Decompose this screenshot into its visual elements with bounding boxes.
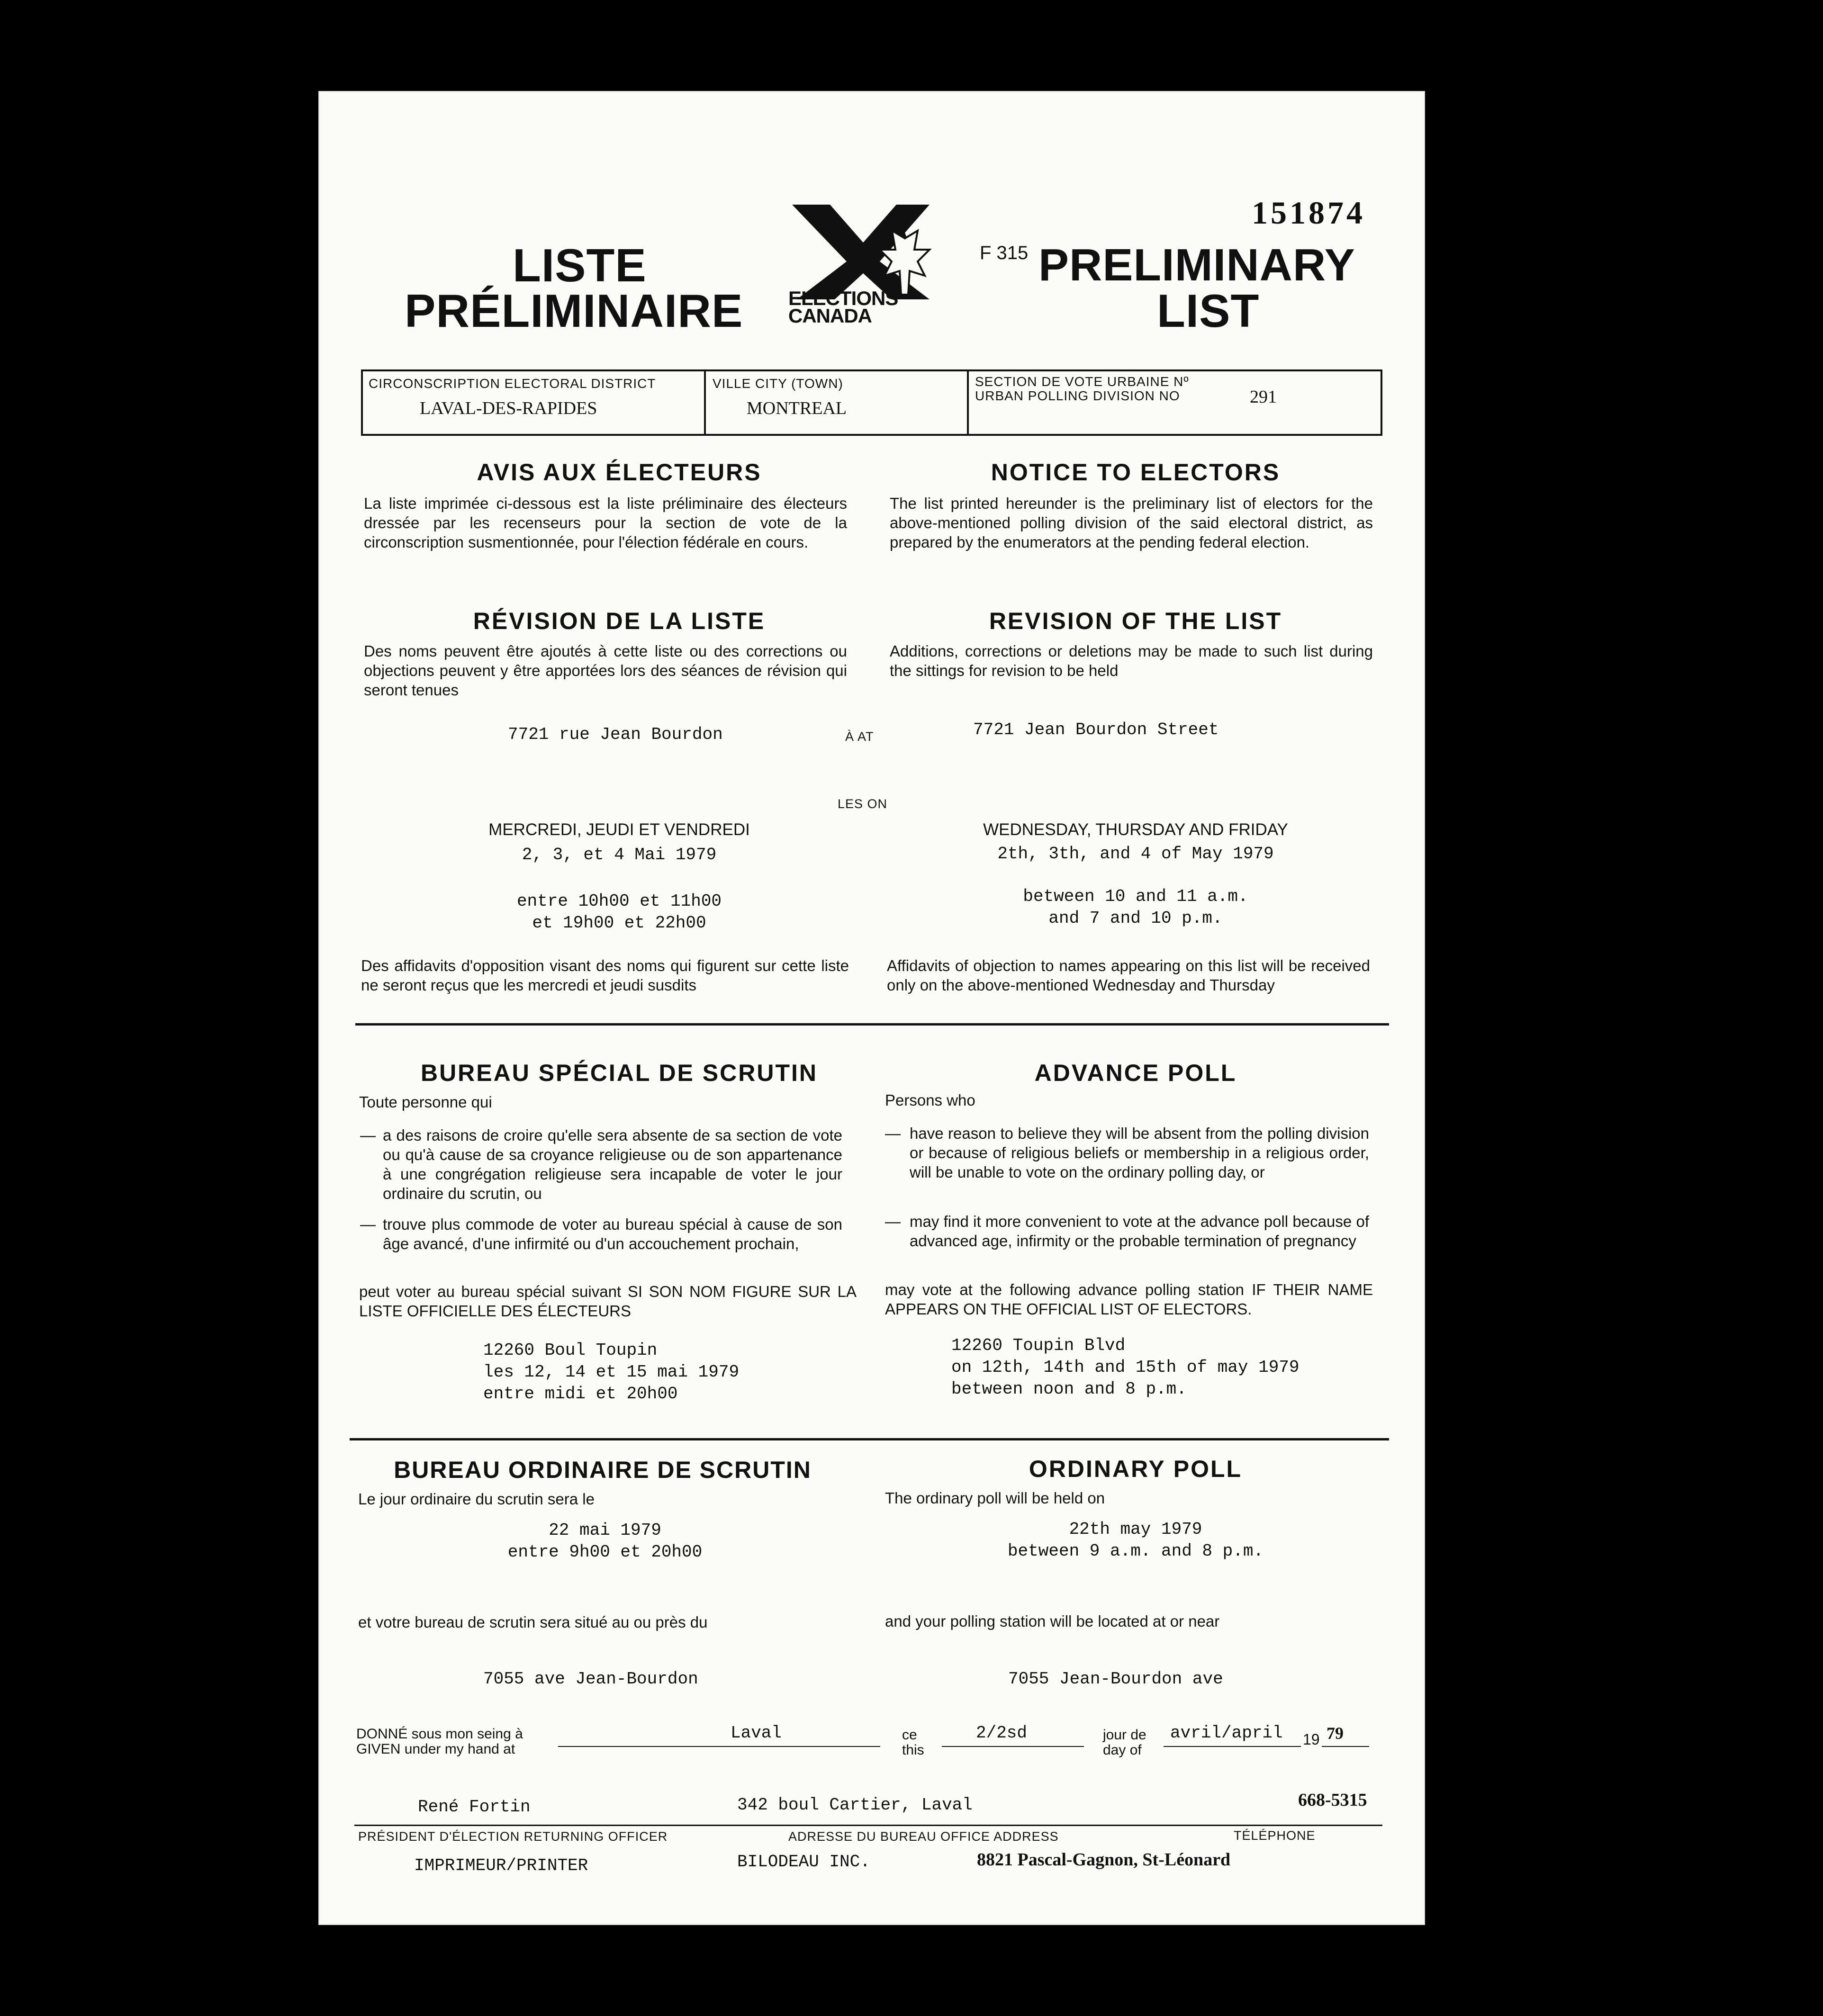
district-box-divider [704,371,706,434]
officer-name: René Fortin [418,1797,531,1817]
logo-text-line2: CANADA [788,305,872,327]
ordinary-station-fr: 7055 ave Jean-Bourdon [483,1669,698,1689]
ordinary-heading-en: ORDINARY POLL [1029,1456,1243,1482]
jour-de-label: jour de [1103,1727,1146,1743]
advance-intro-en: Persons who [885,1091,975,1109]
printer-label: IMPRIMEUR/PRINTER [414,1856,588,1875]
division-value: 291 [1250,387,1277,407]
day-of-label: day of [1103,1742,1142,1758]
ordinary-location-en: and your polling station will be located at or near [885,1612,1220,1630]
division-label-en: URBAN POLLING DIVISION NO [975,388,1180,403]
title-fr-line1: LISTE [513,239,647,291]
district-value: LAVAL-DES-RAPIDES [420,398,597,418]
revision-les-on: LES ON [838,797,888,811]
revision-text-en: Additions, corrections or deletions may be made to such list during the sittings for revision to be held [890,642,1373,679]
this-label: this [902,1742,924,1758]
revision-hours-fr-2: et 19h00 et 22h00 [532,913,706,933]
elections-canada-logo [787,205,977,328]
revision-hours-fr-1: entre 10h00 et 11h00 [516,891,722,911]
advance-heading-fr: BUREAU SPÉCIAL DE SCRUTIN [420,1060,818,1086]
notice-text-fr: La liste imprimée ci-dessous est la liste préliminaire des électeurs dressée par les recenseurs pour la section de vote de la circonscription susmentionnée, pour l'élection fédérale en cours. [364,495,847,551]
year-underline [1322,1746,1369,1747]
advance-may-vote-en: may vote at the following advance polling station IF THEIR NAME APPEARS ON THE OFFICIAL LIST OF ELECTORS. [885,1281,1373,1318]
revision-days-fr: MERCREDI, JEUDI ET VENDREDI [488,820,750,839]
division-label-fr: SECTION DE VOTE URBAINE Nº [975,374,1189,389]
title-fr-line2: PRÉLIMINAIRE [405,285,743,337]
serial-number: 151874 [1252,195,1365,231]
notice-heading-fr: AVIS AUX ÉLECTEURS [477,459,762,486]
advance-dates-en: on 12th, 14th and 15th of may 1979 [951,1358,1300,1377]
label-office-address: ADRESSE DU BUREAU OFFICE ADDRESS [788,1829,1059,1844]
ce-label: ce [902,1727,917,1743]
advance-hours-fr: entre midi et 20h00 [483,1384,678,1404]
revision-heading-en: REVISION OF THE LIST [989,608,1282,634]
month-value: avril/april [1170,1723,1283,1743]
ordinary-date-en: 22th may 1979 [1069,1520,1202,1539]
advance-address-fr: 12260 Boul Toupin [483,1341,658,1360]
advance-dates-fr: les 12, 14 et 15 mai 1979 [483,1362,740,1382]
printer-address: 8821 Pascal-Gagnon, St-Léonard [977,1850,1231,1870]
revision-days-en: WEDNESDAY, THURSDAY AND FRIDAY [983,820,1288,839]
form-number: F 315 [980,243,1029,263]
advance-item2-fr: trouve plus commode de voter au bureau spécial à cause de son âge avancé, d'une infirmité ou d'un accouchement prochain, [383,1215,842,1252]
year-prefix: 19 [1303,1731,1320,1748]
day-value: 2/2sd [976,1723,1028,1743]
ordinary-location-fr: et votre bureau de scrutin sera situé au ou près du [358,1613,708,1631]
revision-dates-fr: 2, 3, et 4 Mai 1979 [522,845,717,864]
advance-item1-en: have reason to believe they will be absent from the polling division or because of religious beliefs or membership in a religious order, will be unable to vote on the ordinary polling day, or [910,1125,1369,1181]
dash-marker: — [885,1213,901,1230]
revision-hours-en-1: between 10 and 11 a.m. [1023,887,1248,906]
revision-dates-en: 2th, 3th, and 4 of May 1979 [997,844,1274,864]
title-en-line2: LIST [1157,285,1260,337]
ordinary-hours-en: between 9 a.m. and 8 p.m. [1007,1541,1264,1561]
month-underline [1164,1746,1301,1747]
affidavit-text-en: Affidavits of objection to names appearing on this list will be received only on the above-mentioned Wednesday and Thursday [887,957,1370,994]
city-value: MONTREAL [747,398,847,418]
notice-text-en: The list printed hereunder is the preliminary list of electors for the above-mentioned polling division of the said electoral district, as prepared by the enumerators at the pending federal election. [890,495,1373,551]
advance-item1-fr: a des raisons de croire qu'elle sera absente de sa section de vote ou qu'à cause de sa croyance religieuse ou de son appartenance à une congrégation religieuse sera incapable de voter le jour ordinaire du scrutin, ou [383,1126,842,1202]
advance-may-vote-fr: peut voter au bureau spécial suivant SI SON NOM FIGURE SUR LA LISTE OFFICIELLE DES ÉLECTEURS [359,1283,857,1320]
elections-canada-x-maple-icon [787,205,977,299]
district-box [361,369,1382,436]
section-divider [350,1438,1389,1440]
city-label: VILLE CITY (TOWN) [713,376,843,391]
district-label: CIRCONSCRIPTION ELECTORAL DISTRICT [369,376,656,391]
dash-marker: — [885,1125,901,1142]
day-underline [942,1746,1084,1747]
ordinary-hours-fr: entre 9h00 et 20h00 [507,1542,703,1562]
ordinary-station-en: 7055 Jean-Bourdon ave [1008,1669,1223,1689]
printer-name: BILODEAU INC. [737,1852,870,1872]
advance-hours-en: between noon and 8 p.m. [951,1379,1187,1399]
revision-address-en: 7721 Jean Bourdon Street [973,720,1219,739]
ordinary-heading-fr: BUREAU ORDINAIRE DE SCRUTIN [394,1457,812,1483]
election-notice-sheet [318,91,1425,1925]
given-fr: DONNÉ sous mon seing à [356,1726,523,1742]
telephone-value: 668-5315 [1298,1790,1367,1810]
district-box-divider [967,371,969,434]
revision-heading-fr: RÉVISION DE LA LISTE [473,608,766,634]
title-en-line1: PRELIMINARY [1038,240,1355,290]
revision-address-fr: 7721 rue Jean Bourdon [508,725,723,744]
label-returning-officer: PRÉSIDENT D'ÉLECTION RETURNING OFFICER [358,1829,668,1844]
revision-hours-en-2: and 7 and 10 p.m. [1048,909,1223,928]
advance-item2-en: may find it more convenient to vote at the advance poll because of advanced age, infirmity or the probable termination of pregnancy [910,1213,1369,1250]
given-en: GIVEN under my hand at [356,1741,515,1757]
logo-text-line1: ELECTIONS [788,287,898,309]
ordinary-date-fr: 22 mai 1979 [549,1521,661,1540]
revision-a-at: À AT [845,729,874,744]
dash-marker: — [360,1215,376,1233]
place-underline [558,1746,880,1747]
signature-rule [354,1825,1382,1826]
advance-intro-fr: Toute personne qui [359,1093,492,1111]
ordinary-intro-fr: Le jour ordinaire du scrutin sera le [358,1490,595,1508]
revision-text-fr: Des noms peuvent être ajoutés à cette liste ou des corrections ou objections peuvent y être apportées lors des séances de révision qui seront tenues [364,642,847,699]
given-place: Laval [731,1723,782,1743]
office-address: 342 boul Cartier, Laval [737,1795,973,1815]
label-telephone: TÉLÉPHONE [1234,1828,1316,1843]
advance-address-en: 12260 Toupin Blvd [951,1336,1126,1355]
year-suffix: 79 [1327,1724,1344,1743]
notice-heading-en: NOTICE TO ELECTORS [991,459,1281,486]
ordinary-intro-en: The ordinary poll will be held on [885,1489,1105,1507]
dash-marker: — [360,1126,376,1144]
section-divider [355,1023,1389,1026]
advance-heading-en: ADVANCE POLL [1034,1060,1237,1086]
affidavit-text-fr: Des affidavits d'opposition visant des noms qui figurent sur cette liste ne seront reçus que les mercredi et jeudi susdits [361,957,849,994]
